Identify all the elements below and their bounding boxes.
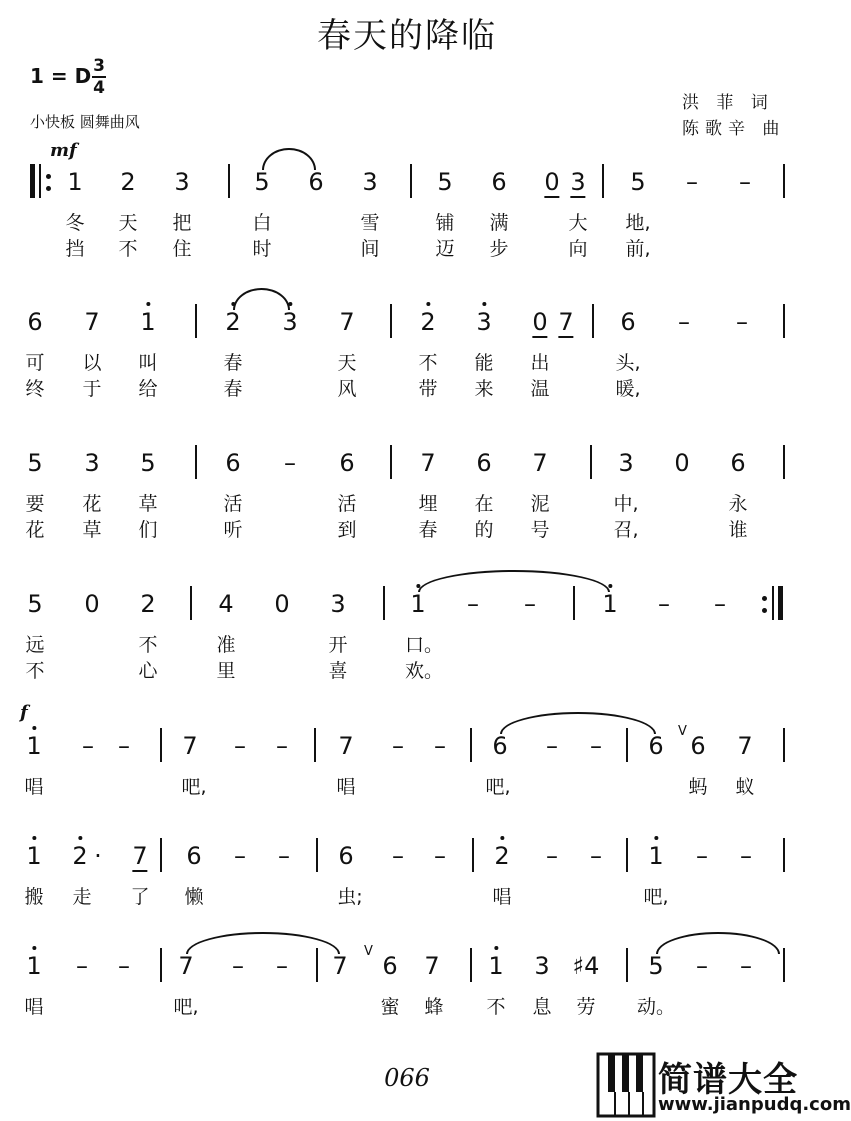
note: 7 xyxy=(132,842,148,870)
barline xyxy=(195,304,197,338)
note: 0 xyxy=(674,449,690,477)
note: 7 xyxy=(178,952,194,980)
barline xyxy=(190,586,192,620)
note: – xyxy=(524,590,536,618)
note: 2 xyxy=(140,590,156,618)
lyric-verse2: 带 xyxy=(418,378,438,400)
note: 2 xyxy=(494,842,510,870)
tie-arc xyxy=(233,288,290,310)
note: 7 xyxy=(420,449,436,477)
song-title: 春天的降临 xyxy=(317,16,497,56)
lyric-verse1: 准 xyxy=(216,634,236,656)
lyric-verse1: 蚂 xyxy=(688,776,708,798)
dynamic-f: f xyxy=(20,702,28,723)
barline xyxy=(472,838,474,872)
note: – xyxy=(234,842,246,870)
lyric-verse2: 欢。 xyxy=(404,660,444,682)
note: – xyxy=(276,732,288,760)
note: 5 xyxy=(648,952,664,980)
time-signature xyxy=(92,56,106,98)
barline xyxy=(316,838,318,872)
lyric-verse2: 前, xyxy=(625,238,651,260)
time-signature-numerator: 3 xyxy=(93,56,105,76)
note: 5 xyxy=(437,168,453,196)
note: 6 xyxy=(730,449,746,477)
lyric-verse1: 草 xyxy=(138,493,158,515)
barline xyxy=(390,304,392,338)
lyric-verse2: 时 xyxy=(252,238,272,260)
barline xyxy=(160,728,162,762)
barline xyxy=(783,304,785,338)
note: – xyxy=(82,732,94,760)
note: ♯4 xyxy=(572,952,600,980)
note: 7 xyxy=(182,732,198,760)
note: 0 xyxy=(532,308,548,336)
note: 7 xyxy=(332,952,348,980)
note: 0 xyxy=(274,590,290,618)
lyric-verse1: 懒 xyxy=(184,886,204,908)
barline xyxy=(783,445,785,479)
repeat-end-barline xyxy=(778,586,783,620)
note: 6 xyxy=(476,449,492,477)
note: – xyxy=(696,842,708,870)
barline xyxy=(470,948,472,982)
time-signature-denominator: 4 xyxy=(93,78,105,98)
tie-arc xyxy=(186,932,340,954)
lyric-verse2: 喜 xyxy=(328,660,348,682)
lyric-verse1: 头, xyxy=(615,352,641,374)
lyric-verse1: 口。 xyxy=(404,634,444,656)
lyric-verse2: 终 xyxy=(25,378,45,400)
note: 2 xyxy=(72,842,88,870)
lyric-verse1: 吧, xyxy=(181,776,207,798)
note: 3 xyxy=(84,449,100,477)
lyric-verse1: 地, xyxy=(625,212,651,234)
lyric-verse1: 活 xyxy=(223,493,243,515)
lyric-verse1: 中, xyxy=(613,493,639,515)
lyric-verse2: 草 xyxy=(82,519,102,541)
repeat-start-barline xyxy=(30,164,35,198)
barline xyxy=(195,445,197,479)
lyric-verse1: 天 xyxy=(118,212,138,234)
lyric-verse2: 间 xyxy=(360,238,380,260)
lyric-verse2: 风 xyxy=(337,378,357,400)
lyric-verse2: 给 xyxy=(138,378,158,400)
tie-arc xyxy=(500,712,656,734)
lyric-verse1: 唱 xyxy=(492,886,512,908)
lyric-verse2: 暖, xyxy=(615,378,641,400)
note: 5 xyxy=(140,449,156,477)
note: 1 xyxy=(26,842,42,870)
note: 3 xyxy=(282,308,298,336)
lyric-verse1: 蜂 xyxy=(424,996,444,1018)
note: – xyxy=(696,952,708,980)
lyric-verse1: 搬 xyxy=(24,886,44,908)
lyric-verse2: 不 xyxy=(25,660,45,682)
barline xyxy=(783,164,785,198)
barline xyxy=(590,445,592,479)
note: 1 xyxy=(26,732,42,760)
note: 6 xyxy=(186,842,202,870)
lyric-verse1: 不 xyxy=(138,634,158,656)
note: – xyxy=(278,842,290,870)
page-number: 066 xyxy=(384,1064,430,1092)
note: – xyxy=(76,952,88,980)
note: – xyxy=(434,842,446,870)
lyric-verse2: 到 xyxy=(337,519,357,541)
note: 2 xyxy=(120,168,136,196)
note: 6 xyxy=(620,308,636,336)
note: 3 xyxy=(330,590,346,618)
lyric-verse1: 埋 xyxy=(418,493,438,515)
lyric-verse1: 远 xyxy=(25,634,45,656)
note: 1 xyxy=(410,590,426,618)
tie-arc xyxy=(418,570,610,592)
lyric-verse2: 挡 xyxy=(65,238,85,260)
barline xyxy=(390,445,392,479)
note: 6 xyxy=(382,952,398,980)
dynamic-mf: mf xyxy=(50,140,77,161)
note: 3 xyxy=(534,952,550,980)
barline xyxy=(783,948,785,982)
repeat-dot xyxy=(762,608,767,613)
lyric-verse1: 吧, xyxy=(485,776,511,798)
note: – xyxy=(546,732,558,760)
lyric-verse1: 大 xyxy=(568,212,588,234)
lyric-verse2: 号 xyxy=(530,519,550,541)
note: 2 xyxy=(225,308,241,336)
barline xyxy=(160,948,162,982)
note: 0 xyxy=(84,590,100,618)
note: – xyxy=(392,732,404,760)
lyric-verse1: 满 xyxy=(489,212,509,234)
lyric-verse1: 不 xyxy=(418,352,438,374)
note: – xyxy=(276,952,288,980)
lyric-verse2: 春 xyxy=(418,519,438,541)
note: 4 xyxy=(218,590,234,618)
barline xyxy=(592,304,594,338)
note: – xyxy=(686,168,698,196)
lyric-verse1: 泥 xyxy=(530,493,550,515)
tempo-marking: 小快板 圆舞曲风 xyxy=(30,113,140,131)
lyric-verse2: 们 xyxy=(138,519,158,541)
lyric-verse1: 息 xyxy=(532,996,552,1018)
note: 6 xyxy=(339,449,355,477)
note: 1 xyxy=(67,168,83,196)
breath-mark: V xyxy=(678,724,687,739)
lyric-verse1: 唱 xyxy=(24,776,44,798)
note: 6 xyxy=(308,168,324,196)
lyric-verse1: 蚁 xyxy=(735,776,755,798)
note: – xyxy=(118,952,130,980)
note: 1 xyxy=(26,952,42,980)
repeat-dot xyxy=(762,596,767,601)
lyric-verse1: 劳 xyxy=(576,996,596,1018)
lyric-verse1: 虫; xyxy=(337,886,363,908)
logo-url: www.jianpudq.com xyxy=(658,1094,851,1115)
note: – xyxy=(118,732,130,760)
barline xyxy=(626,948,628,982)
lyric-verse1: 开 xyxy=(328,634,348,656)
barline xyxy=(470,728,472,762)
barline xyxy=(314,728,316,762)
lyric-verse2: 向 xyxy=(568,238,588,260)
note: 3 xyxy=(570,168,586,196)
lyric-verse2: 于 xyxy=(82,378,102,400)
note: – xyxy=(739,168,751,196)
repeat-dot xyxy=(46,186,51,191)
note: 1 xyxy=(648,842,664,870)
note: – xyxy=(590,732,602,760)
note: – xyxy=(546,842,558,870)
note: – xyxy=(234,732,246,760)
lyric-verse2: 心 xyxy=(138,660,158,682)
breath-mark: V xyxy=(364,944,373,959)
note: 3 xyxy=(476,308,492,336)
repeat-end-thin xyxy=(772,586,774,620)
lyric-verse1: 吧, xyxy=(173,996,199,1018)
lyric-verse2: 听 xyxy=(223,519,243,541)
lyric-verse1: 出 xyxy=(530,352,550,374)
lyric-verse2: 不 xyxy=(118,238,138,260)
note: 7 xyxy=(532,449,548,477)
barline xyxy=(160,838,162,872)
note: 6 xyxy=(648,732,664,760)
repeat-start-thin xyxy=(39,164,41,198)
lyric-verse2: 的 xyxy=(474,519,494,541)
lyric-verse1: 天 xyxy=(337,352,357,374)
lyric-verse1: 能 xyxy=(474,352,494,374)
note: 5 xyxy=(254,168,270,196)
note: 2 xyxy=(420,308,436,336)
note: 3 xyxy=(618,449,634,477)
note: 5 xyxy=(27,590,43,618)
note: – xyxy=(740,952,752,980)
barline xyxy=(228,164,230,198)
repeat-dot xyxy=(46,174,51,179)
note: – xyxy=(714,590,726,618)
note: 7 xyxy=(558,308,574,336)
note: 5 xyxy=(27,449,43,477)
barline xyxy=(602,164,604,198)
barline xyxy=(783,728,785,762)
lyric-verse1: 在 xyxy=(474,493,494,515)
note: – xyxy=(434,732,446,760)
note: 6 xyxy=(492,732,508,760)
lyricist-credit: 洪 菲 词 xyxy=(682,93,774,113)
lyric-verse1: 春 xyxy=(223,352,243,374)
lyric-verse1: 叫 xyxy=(138,352,158,374)
note: – xyxy=(392,842,404,870)
lyric-verse2: 春 xyxy=(223,378,243,400)
lyric-verse1: 永 xyxy=(728,493,748,515)
note: 7 xyxy=(339,308,355,336)
lyric-verse1: 唱 xyxy=(336,776,356,798)
lyric-verse2: 召, xyxy=(613,519,639,541)
note: – xyxy=(678,308,690,336)
barline xyxy=(410,164,412,198)
note: 0 xyxy=(544,168,560,196)
note: 3 xyxy=(174,168,190,196)
note: 7 xyxy=(424,952,440,980)
barline xyxy=(783,838,785,872)
note: – xyxy=(658,590,670,618)
lyric-verse1: 活 xyxy=(337,493,357,515)
logo-name: 简谱大全 xyxy=(658,1060,798,1100)
lyric-verse2: 谁 xyxy=(728,519,748,541)
note: 3 xyxy=(362,168,378,196)
note: 1 xyxy=(140,308,156,336)
lyric-verse1: 要 xyxy=(25,493,45,515)
lyric-verse1: 吧, xyxy=(643,886,669,908)
note: 5 xyxy=(630,168,646,196)
note: – xyxy=(284,449,296,477)
lyric-verse1: 雪 xyxy=(360,212,380,234)
note: 7 xyxy=(84,308,100,336)
note: – xyxy=(590,842,602,870)
lyric-verse1: 白 xyxy=(252,212,272,234)
lyric-verse1: 花 xyxy=(82,493,102,515)
lyric-verse1: 铺 xyxy=(435,212,455,234)
note: – xyxy=(736,308,748,336)
composer-credit: 陈歌辛 曲 xyxy=(682,119,786,139)
note: 6 xyxy=(338,842,354,870)
lyric-verse1: 唱 xyxy=(24,996,44,1018)
lyric-verse2: 花 xyxy=(25,519,45,541)
lyric-verse1: 动。 xyxy=(636,996,676,1018)
barline xyxy=(383,586,385,620)
lyric-verse1: 走 xyxy=(72,886,92,908)
tie-arc xyxy=(262,148,316,170)
tie-arc xyxy=(656,932,780,954)
lyric-verse1: 以 xyxy=(82,352,102,374)
lyric-verse2: 温 xyxy=(530,378,550,400)
note: 6 xyxy=(690,732,706,760)
note: 6 xyxy=(27,308,43,336)
note: 6 xyxy=(491,168,507,196)
note: 7 xyxy=(338,732,354,760)
note: 6 xyxy=(225,449,241,477)
lyric-verse1: 蜜 xyxy=(380,996,400,1018)
lyric-verse1: 可 xyxy=(25,352,45,374)
note: – xyxy=(232,952,244,980)
lyric-verse2: 里 xyxy=(216,660,236,682)
lyric-verse2: 步 xyxy=(489,238,509,260)
key-signature: 1 = D xyxy=(30,64,92,88)
lyric-verse1: 把 xyxy=(172,212,192,234)
lyric-verse1: 了 xyxy=(130,886,150,908)
barline xyxy=(626,838,628,872)
lyric-verse1: 冬 xyxy=(65,212,85,234)
lyric-verse1: 不 xyxy=(486,996,506,1018)
lyric-verse2: 住 xyxy=(172,238,192,260)
note: · xyxy=(94,842,102,870)
note: 1 xyxy=(488,952,504,980)
lyric-verse2: 迈 xyxy=(435,238,455,260)
lyric-verse2: 来 xyxy=(474,378,494,400)
note: – xyxy=(467,590,479,618)
note: – xyxy=(740,842,752,870)
note: 1 xyxy=(602,590,618,618)
note: 7 xyxy=(737,732,753,760)
